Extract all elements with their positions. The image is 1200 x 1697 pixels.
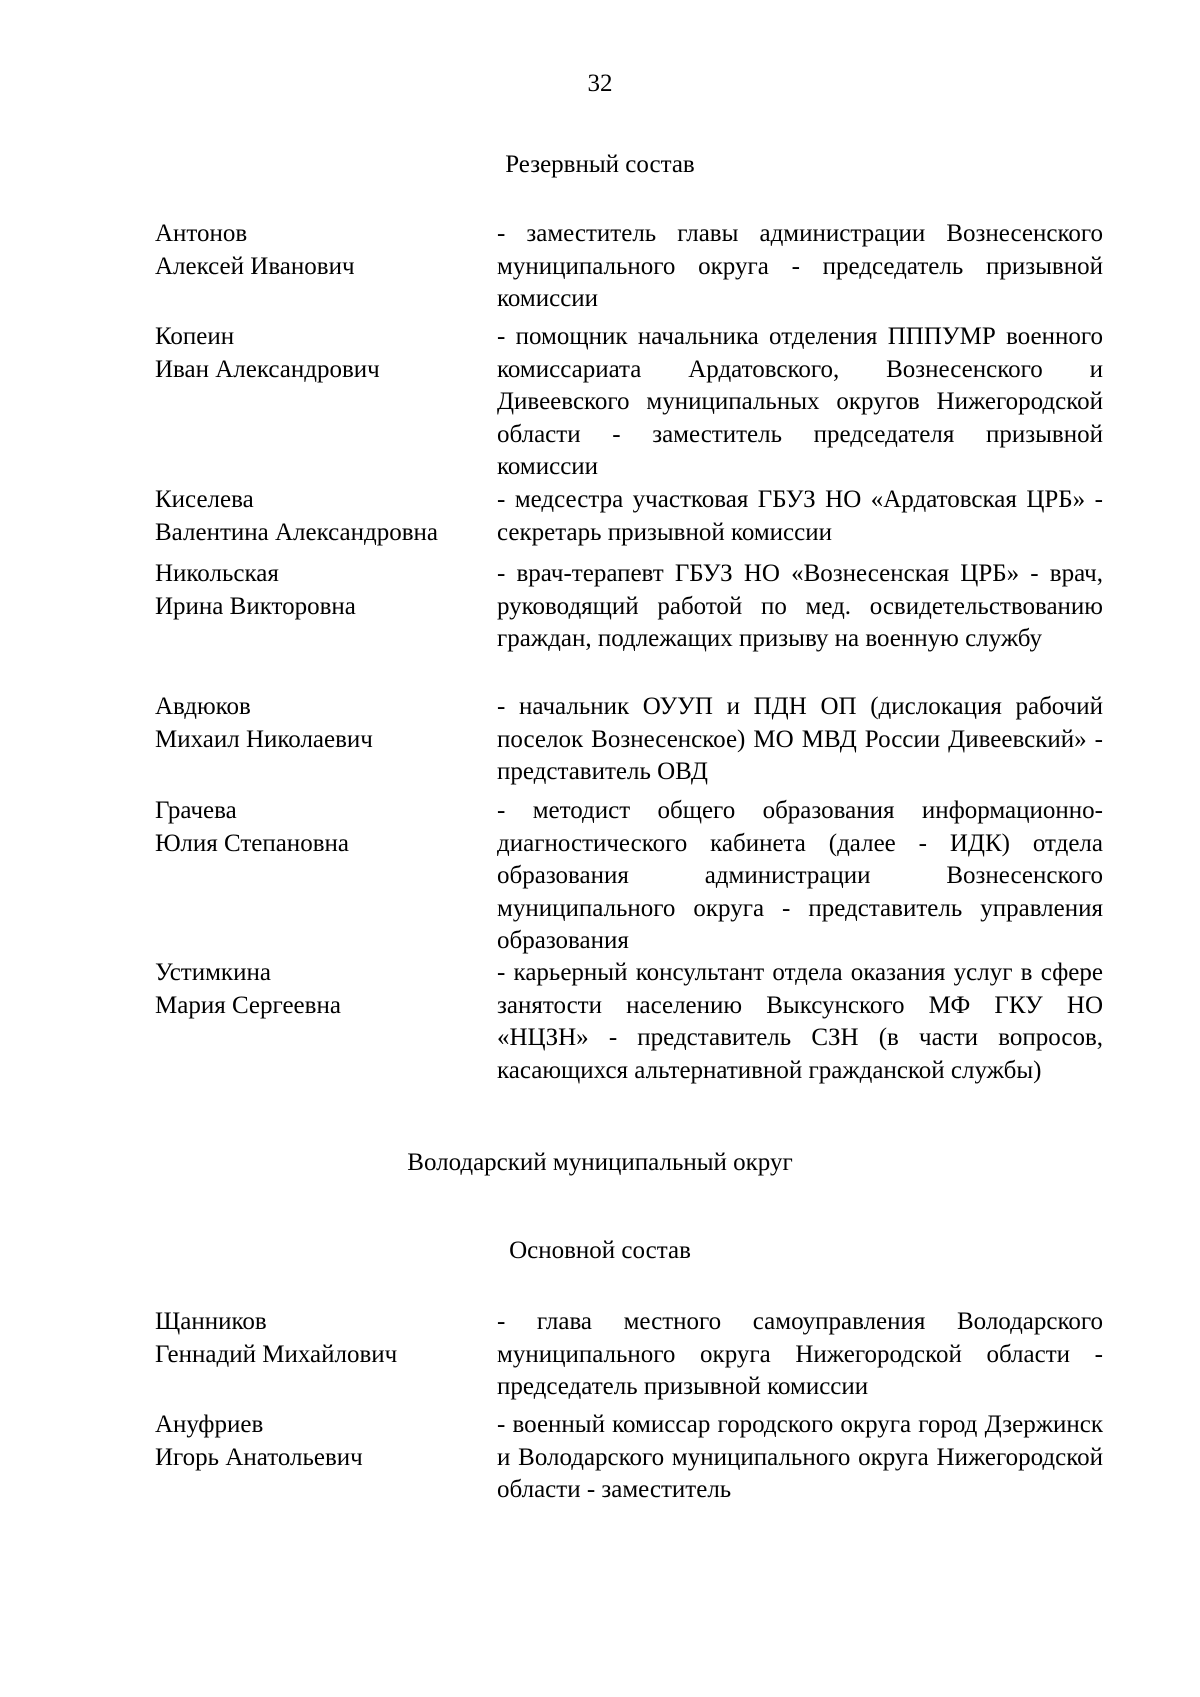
member-given-names: Геннадий Михайлович — [155, 1340, 398, 1368]
section-title-reserve: Резервный состав — [505, 151, 695, 178]
member-role: - медсестра участковая ГБУЗ НО «Ардатовская ЦРБ» - секретарь призывной комиссии — [497, 486, 1103, 546]
member-given-names: Мария Сергеевна — [155, 991, 341, 1019]
page-number: 32 — [587, 70, 613, 97]
member-name — [155, 1409, 490, 1474]
member-role: - врач-терапевт ГБУЗ НО «Вознесенская ЦРБ» - врач, руководящий работой по мед. освидетельствованию граждан, подлежащих призыву на военную службу — [497, 560, 1103, 652]
member-surname: Авдюков — [155, 693, 251, 720]
member-role: - карьерный консультант отдела оказания услуг в сфере занятости населению Выксунского МФ ГКУ НО «НЦЗН» - представитель СЗН (в части вопросов, касающихся альтернативной гражданской службы) — [497, 959, 1103, 1084]
member-given-names: Юлия Степановна — [155, 829, 349, 857]
member-role: - заместитель главы администрации Вознесенского муниципального округа - председатель призывной комиссии — [497, 220, 1103, 312]
member-surname: Щанников — [155, 1308, 267, 1335]
district-title: Володарский муниципальный округ — [407, 1149, 793, 1176]
member-surname: Киселева — [155, 486, 254, 513]
member-name — [155, 218, 490, 283]
member-given-names: Ирина Викторовна — [155, 592, 356, 620]
member-role: - военный комиссар городского округа город Дзержинск и Володарского муниципального округа Нижегородской области - заместитель — [497, 1411, 1103, 1503]
member-role: - начальник ОУУП и ПДН ОП (дислокация рабочий поселок Вознесенское) МО МВД России Дивеевский» - представитель ОВД — [497, 693, 1103, 785]
member-name — [155, 321, 490, 386]
member-name — [155, 957, 490, 1022]
member-given-names: Иван Александрович — [155, 355, 380, 383]
member-surname: Антонов — [155, 220, 248, 247]
member-given-names: Валентина Александровна — [155, 518, 438, 546]
member-given-names: Игорь Анатольевич — [155, 1443, 363, 1471]
member-name — [155, 558, 490, 623]
member-name — [155, 1306, 490, 1371]
member-surname: Копеин — [155, 323, 235, 350]
member-surname: Никольская — [155, 560, 279, 587]
member-role: - методист общего образования информационно-диагностического кабинета (далее - ИДК) отдела образования администрации Вознесенского муниципального округа - представитель управления образования — [497, 797, 1103, 954]
member-given-names: Алексей Иванович — [155, 252, 355, 280]
member-given-names: Михаил Николаевич — [155, 725, 373, 753]
member-name — [155, 484, 490, 549]
member-surname: Ануфриев — [155, 1411, 264, 1438]
member-surname: Устимкина — [155, 959, 271, 986]
member-surname: Грачева — [155, 797, 237, 824]
member-role: - глава местного самоуправления Володарского муниципального округа Нижегородской области - председатель призывной комиссии — [497, 1308, 1103, 1400]
member-role: - помощник начальника отделения ПППУМР военного комиссариата Ардатовского, Вознесенского и Дивеевского муниципальных округов Нижегородской области - заместитель председателя призывной комиссии — [497, 323, 1103, 480]
member-name — [155, 691, 490, 756]
member-name — [155, 795, 490, 860]
section-title-main: Основной состав — [509, 1237, 691, 1264]
